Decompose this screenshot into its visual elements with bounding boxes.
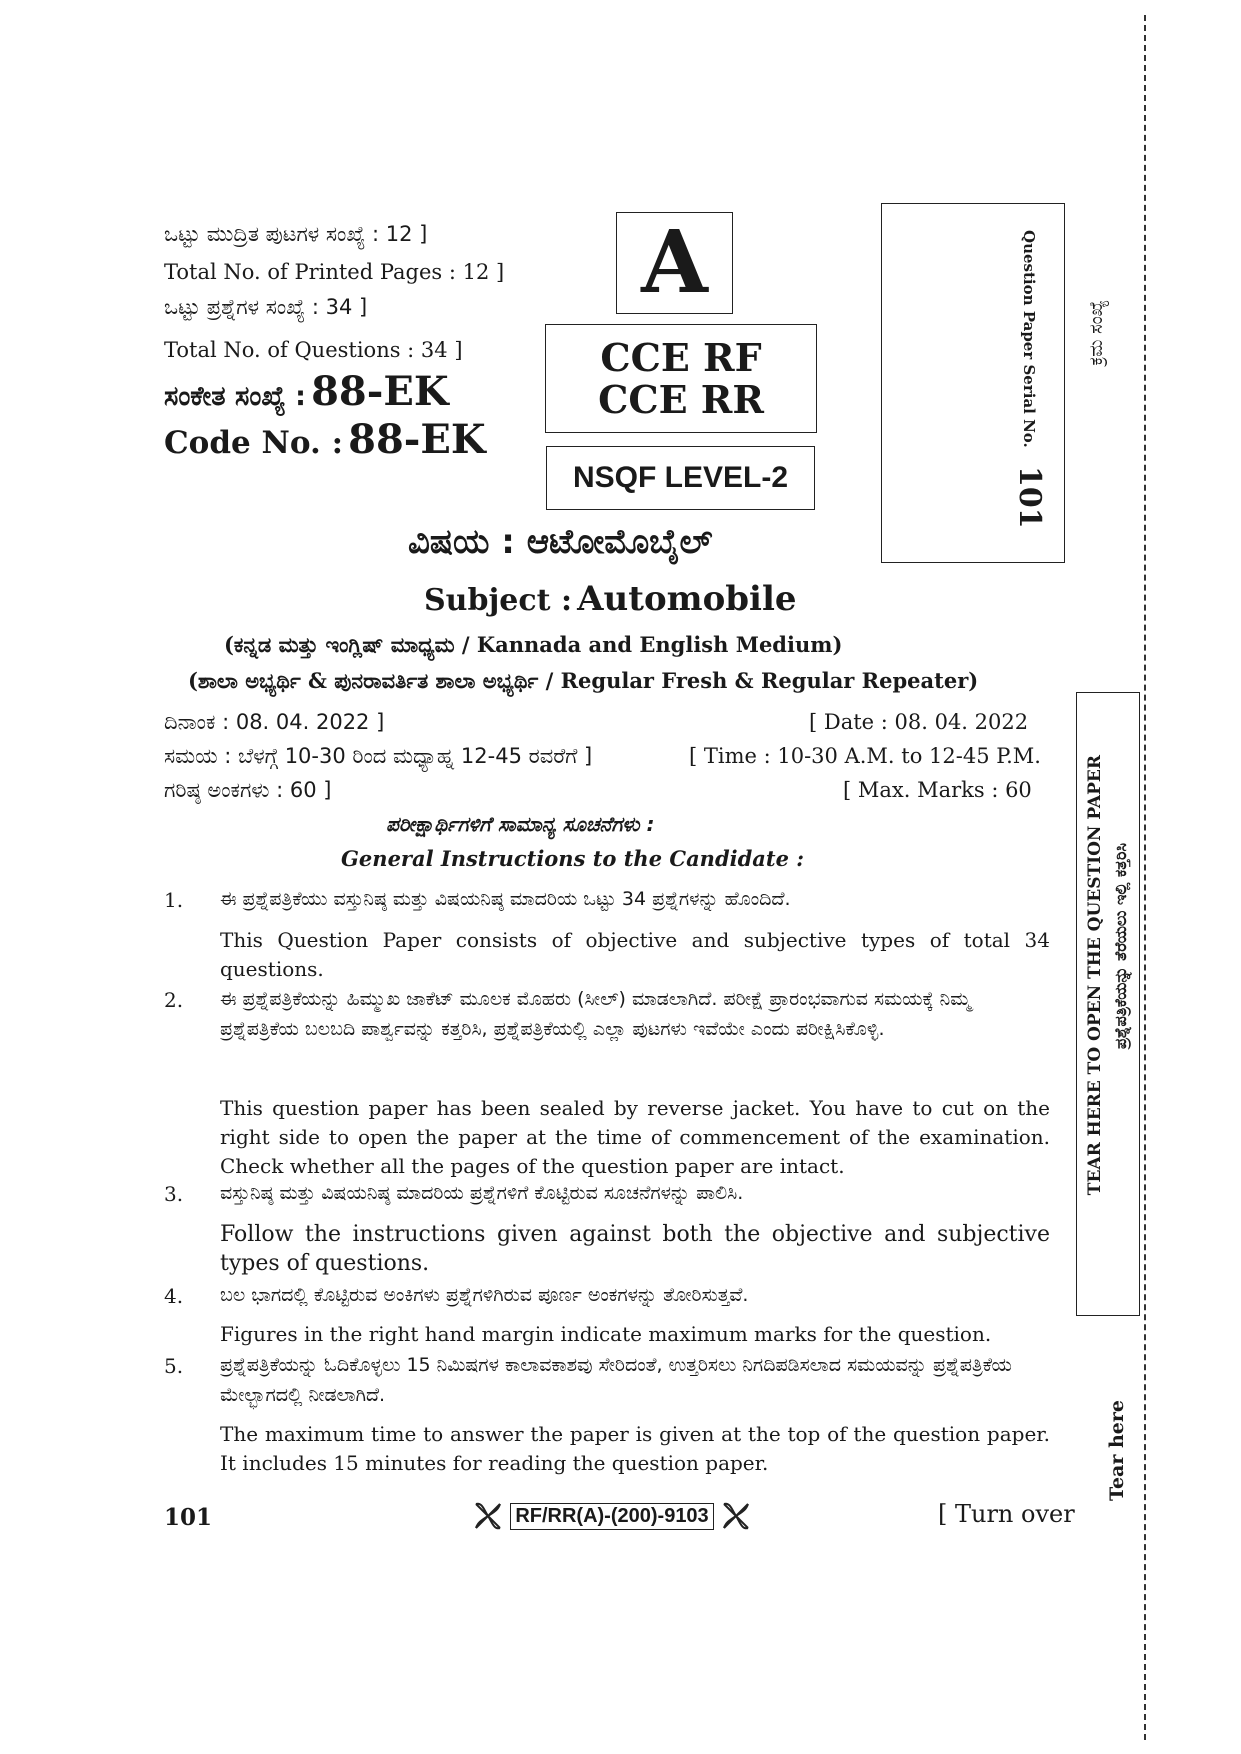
instruction-kn-text: ಪ್ರಶ್ನೆಪತ್ರಿಕೆಯನ್ನು ಓದಿಕೊಳ್ಳಲು 15 ನಿಮಿಷಗಳ ಕಾಲಾವಕಾಶವು ಸೇರಿದಂತೆ, ಉತ್ತರಿಸಲು ನಿಗದಿಪಡಿಸಲಾದ ಸಮಯವನ್ನು ಪ್ರಶ್ನೆಪತ್ರಿಕೆಯ ಮೇಲ್ಭಾಗದಲ್ಲಿ ನೀಡಲಾಗಿದೆ. xyxy=(220,1354,1012,1406)
exam-date: [ Date : 08. 04. 2022 xyxy=(809,710,1029,734)
page-number: 101 xyxy=(164,1504,213,1531)
instruction-en-text: This question paper has been sealed by reverse jacket. You have to cut on the right side to open the paper at the time of commencement of the examination. Check whether all the pages of the question paper are intact. xyxy=(220,1096,1050,1178)
subject-label: Subject : xyxy=(424,583,573,618)
level-text: NSQF LEVEL-2 xyxy=(572,461,789,494)
code-value: 88-EK xyxy=(348,416,486,463)
instruction-en-text: Figures in the right hand margin indicate maximum marks for the question. xyxy=(220,1322,992,1346)
tear-instruction-kn: ಪ್ರಶ್ನೆಪತ್ರಿಕೆಯನ್ನು ತೆರೆಯಲು ಇಲ್ಲಿ ಕತ್ತರಿಸಿ xyxy=(1111,843,1130,1050)
footer-code-block xyxy=(442,1498,782,1534)
exam-type-box xyxy=(545,324,817,433)
kn-printed-pages: ಒಟ್ಟು ಮುದ್ರಿತ ಪುಟಗಳ ಸಂಖ್ಯೆ : 12 ] xyxy=(164,222,428,246)
tear-instruction-en: TEAR HERE TO OPEN THE QUESTION PAPER xyxy=(1085,755,1105,1196)
tear-here-label: Tear here xyxy=(1106,1400,1128,1501)
subject-value: Automobile xyxy=(577,579,797,619)
instruction-en-text: This Question Paper consists of objective and subjective types of total 34 questions. xyxy=(220,928,1050,981)
instruction-number: 5. xyxy=(164,1354,184,1378)
kn-total-questions: ಒಟ್ಟು ಪ್ರಶ್ನೆಗಳ ಸಂಖ್ಯೆ : 34 ] xyxy=(164,295,368,319)
kn-instructions-title: ಪರೀಕ್ಷಾರ್ಥಿಗಳಿಗೆ ಸಾಮಾನ್ಯ ಸೂಚನೆಗಳು : xyxy=(386,812,655,836)
printed-pages: Total No. of Printed Pages : 12 ] xyxy=(164,260,505,284)
instruction-number: 1. xyxy=(164,888,184,912)
instruction-en-text: Follow the instructions given against both the objective and subjective types of questions. xyxy=(220,1222,1050,1276)
instruction-number: 3. xyxy=(164,1182,184,1206)
serial-number: 101 xyxy=(1012,466,1047,529)
instruction-kn-text: ಈ ಪ್ರಶ್ನೆಪತ್ರಿಕೆಯು ವಸ್ತುನಿಷ್ಠ ಮತ್ತು ವಿಷಯನಿಷ್ಠ ಮಾದರಿಯ ಒಟ್ಟು 34 ಪ್ರಶ್ನೆಗಳನ್ನು ಹೊಂದಿದೆ. xyxy=(220,888,791,910)
exam-type-line2: CCE RR xyxy=(598,376,764,422)
tear-instruction-box xyxy=(1076,692,1140,1316)
version-box xyxy=(616,212,733,314)
instruction-kn-text: ವಸ್ತುನಿಷ್ಠ ಮತ್ತು ವಿಷಯನಿಷ್ಠ ಮಾದರಿಯ ಪ್ರಶ್ನೆಗಳಿಗೆ ಕೊಟ್ಟಿರುವ ಸೂಚನೆಗಳನ್ನು ಪಾಲಿಸಿ. xyxy=(220,1182,744,1204)
max-marks: [ Max. Marks : 60 xyxy=(843,778,1032,802)
kn-code-number xyxy=(164,368,449,415)
instruction-kn-text: ಬಲ ಭಾಗದಲ್ಲಿ ಕೊಟ್ಟಿರುವ ಅಂಕಿಗಳು ಪ್ರಶ್ನೆಗಳಿಗಿರುವ ಪೂರ್ಣ ಅಂಕಗಳನ್ನು ತೋರಿಸುತ್ತವೆ. xyxy=(220,1284,749,1306)
tear-line xyxy=(1144,15,1146,1740)
instruction-number: 4. xyxy=(164,1284,184,1308)
turn-over: [ Turn over xyxy=(938,1500,1075,1528)
code-label: Code No. : xyxy=(164,425,344,461)
level-box xyxy=(546,446,815,510)
serial-label: Question Paper Serial No. xyxy=(1020,230,1038,448)
ornament-icon xyxy=(472,1500,504,1532)
version-letter: A xyxy=(641,212,708,313)
instruction-kn-text: ಈ ಪ್ರಶ್ನೆಪತ್ರಿಕೆಯನ್ನು ಹಿಮ್ಮುಖ ಜಾಕೆಟ್ ಮೂಲಕ ಮೊಹರು (ಸೀಲ್) ಮಾಡಲಾಗಿದೆ. ಪರೀಕ್ಷೆ ಪ್ರಾರಂಭವಾಗುವ ಸಮಯಕ್ಕೆ ನಿಮ್ಮ ಪ್ರಶ್ನೆಪತ್ರಿಕೆಯ ಬಲಬದಿ ಪಾರ್ಶ್ವವನ್ನು ಕತ್ತರಿಸಿ, ಪ್ರಶ್ನೆಪತ್ರಿಕೆಯಲ್ಲಿ ಎಲ್ಲಾ ಪುಟಗಳು ಇವೆಯೇ ಎಂದು ಪರೀಕ್ಷಿಸಿಕೊಳ್ಳಿ. xyxy=(220,988,971,1040)
code-number xyxy=(164,416,486,463)
kn-serial-label: ಕ್ರಮ ಸಂಖ್ಯೆ xyxy=(1086,300,1107,366)
kn-date: ದಿನಾಂಕ : 08. 04. 2022 ] xyxy=(164,710,385,734)
candidate-type: (ಶಾಲಾ ಅಭ್ಯರ್ಥಿ & ಪುನರಾವರ್ತಿತ ಶಾಲಾ ಅಭ್ಯರ್ಥಿ / Regular Fresh & Regular Repeater) xyxy=(188,668,979,693)
ornament-icon xyxy=(720,1500,752,1532)
total-questions: Total No. of Questions : 34 ] xyxy=(164,338,463,362)
exam-time: [ Time : 10-30 A.M. to 12-45 P.M. xyxy=(689,744,1041,768)
instructions-title: General Instructions to the Candidate : xyxy=(341,846,805,871)
kn-code-label: ಸಂಕೇತ ಸಂಖ್ಯೆ : xyxy=(164,381,306,412)
serial-number-box xyxy=(881,203,1065,563)
kn-code-value: 88-EK xyxy=(311,368,449,415)
footer-code: RF/RR(A)-(200)-9103 xyxy=(510,1503,713,1530)
instruction-en-text: The maximum time to answer the paper is given at the top of the question paper. It includes 15 minutes for reading the question paper. xyxy=(220,1422,1050,1475)
subject xyxy=(424,579,797,619)
kn-max-marks: ಗರಿಷ್ಠ ಅಂಕಗಳು : 60 ] xyxy=(164,778,332,802)
medium: (ಕನ್ನಡ ಮತ್ತು ಇಂಗ್ಲಿಷ್ ಮಾಧ್ಯಮ / Kannada and English Medium) xyxy=(224,632,843,657)
instruction-number: 2. xyxy=(164,988,184,1012)
kn-time: ಸಮಯ : ಬೆಳಗ್ಗೆ 10-30 ರಿಂದ ಮಧ್ಯಾಹ್ನ 12-45 ರವರೆಗೆ ] xyxy=(164,744,593,768)
kn-subject: ವಿಷಯ : ಆಟೋಮೊಬೈಲ್ xyxy=(408,522,713,562)
exam-type-line1: CCE RF xyxy=(600,334,762,380)
